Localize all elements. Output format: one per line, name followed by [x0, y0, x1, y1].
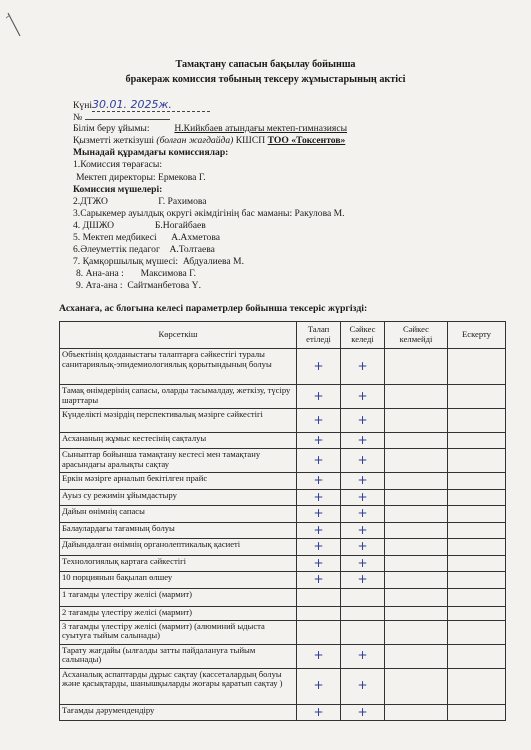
required-mark: + — [297, 385, 341, 409]
number-row — [73, 110, 170, 123]
member-item: 6.Әлеуметтік педагог А.Толтаева — [73, 244, 215, 255]
member-item: 3.Сарыкемер ауылдық округі әкімдігінің бас маманы: Ракулова М. — [73, 208, 345, 219]
required-mark: + — [297, 644, 341, 668]
row-label: Технологиялық картаға сәйкестігі — [60, 555, 297, 571]
required-mark — [297, 620, 341, 644]
required-mark: + — [297, 473, 341, 489]
required-mark — [297, 606, 341, 620]
row-label: Асханалық аспаптарды дұрыс сақтау (кассеталардың болуы және қасықтарды, шанышқыларды жоғары қаратып сақтау ) — [60, 668, 297, 704]
doc-title-line2: бракераж комиссия тобының тексеру жұмыстарының актісі — [125, 74, 406, 85]
required-mark: + — [297, 668, 341, 704]
required-mark: + — [297, 704, 341, 720]
chair-heading: 1.Комиссия төрағасы: — [73, 159, 163, 170]
row-label: 1 тағамды үлестіру желісі (мармит) — [60, 588, 297, 606]
col-header: Көрсеткіш — [60, 322, 297, 349]
row-label: Еркін мәзірге арналып бекітілген прайс — [60, 473, 297, 489]
number-value-line — [85, 110, 170, 120]
member-item: 8. Ана-ана : Максимова Г. — [76, 268, 197, 279]
table-row — [60, 522, 506, 538]
date-value: 30.01. 2025ж. — [92, 98, 172, 111]
row-label: 10 порциянын бақылап өлшеу — [60, 572, 297, 588]
col-header: Талап етіледі — [297, 322, 341, 349]
provider-value-prefix: КШСП — [235, 135, 266, 146]
row-label: Дайындалған өнімнің органолептикалық қасиеті — [60, 539, 297, 555]
row-label: Асхананың жұмыс кестесінің сақталуы — [60, 433, 297, 449]
required-mark: + — [297, 433, 341, 449]
member-item: 7. Қамқоршылық мүшесі: Абдуалиева М. — [73, 256, 244, 267]
provider-note: (болған жағдайда) — [156, 135, 234, 146]
compliant-mark: + — [341, 644, 385, 668]
commission-heading: Мынадай құрамдағы комиссиялар: — [73, 147, 229, 158]
table-row — [60, 433, 506, 449]
table-row — [60, 704, 506, 720]
row-label: Тарату жағдайы (ылғалды затты пайдалануға тыйым салынады) — [60, 644, 297, 668]
org-label: Білім беру ұйымы: — [73, 123, 150, 134]
compliant-mark: + — [341, 539, 385, 555]
compliant-mark: + — [341, 555, 385, 571]
pen-stroke-mark — [4, 10, 32, 38]
compliant-mark: + — [341, 522, 385, 538]
table-row — [60, 620, 506, 644]
table-row — [60, 555, 506, 571]
table-row — [60, 588, 506, 606]
compliant-mark: + — [341, 489, 385, 505]
member-item: 2.ДТЖО Г. Рахимова — [73, 196, 207, 207]
table-row — [60, 449, 506, 473]
number-label: № — [73, 112, 83, 123]
table-row — [60, 572, 506, 588]
table-row — [60, 539, 506, 555]
required-mark: + — [297, 506, 341, 522]
compliant-mark: + — [341, 433, 385, 449]
provider-label: Қызметті жеткізуші — [73, 135, 154, 146]
org-value: Н.Кийкбаев атындағы мектеп-гимназиясы — [174, 123, 348, 134]
row-label: Күнделікті мәзірдің перспективалық мәзірге сәйкестігі — [60, 409, 297, 433]
table-row — [60, 644, 506, 668]
section-heading: Асханаға, ас блогына келесі параметрлер бойынша тексеріс жүргізді: — [59, 303, 368, 314]
row-label: Дайын өнімнің сапасы — [60, 506, 297, 522]
row-label: Балаулардағы тағамның болуы — [60, 522, 297, 538]
row-label: Ауыз су режимін ұйымдастыру — [60, 489, 297, 505]
member-item: 9. Ата-ана : Сайтманбетова Ү. — [76, 280, 201, 291]
row-label: Объектінің қолданыстағы талаптарға сәйкестігі туралы санитариялық-эпидемиологиялық қорытындының болуы — [60, 349, 297, 385]
compliant-mark: + — [341, 449, 385, 473]
required-mark: + — [297, 489, 341, 505]
table-row — [60, 606, 506, 620]
required-mark: + — [297, 572, 341, 588]
table-row — [60, 489, 506, 505]
member-item: 4. ДШЖО Б.Ногайбаев — [73, 220, 206, 231]
required-mark: + — [297, 409, 341, 433]
compliant-mark — [341, 588, 385, 606]
table-header-row — [60, 322, 506, 349]
compliant-mark: + — [341, 704, 385, 720]
table-row — [60, 506, 506, 522]
col-header: Ескерту — [448, 322, 506, 349]
member-item: 5. Мектеп медбикесі А.Ахметова — [73, 232, 221, 243]
chair-line: Мектеп директоры: Ермекова Г. — [76, 172, 206, 183]
row-label: 2 тағамды үлестіру желісі (мармит) — [60, 606, 297, 620]
table-row — [60, 473, 506, 489]
table-row — [60, 349, 506, 385]
compliant-mark — [341, 620, 385, 644]
required-mark: + — [297, 539, 341, 555]
org-row — [73, 123, 347, 134]
compliant-mark: + — [341, 349, 385, 385]
row-label: Тамақ өнімдерінің сапасы, оларды тасымалдау, жеткізу, түсіру шарттары — [60, 385, 297, 409]
table-row — [60, 385, 506, 409]
date-label: Күні — [73, 100, 92, 111]
row-label: Тағамды дәрумендендіру — [60, 704, 297, 720]
compliant-mark: + — [341, 506, 385, 522]
compliant-mark: + — [341, 473, 385, 489]
required-mark: + — [297, 555, 341, 571]
compliant-mark: + — [341, 385, 385, 409]
inspection-table — [59, 321, 506, 721]
table-row — [60, 668, 506, 704]
table-row — [60, 409, 506, 433]
compliant-mark — [341, 606, 385, 620]
compliant-mark: + — [341, 668, 385, 704]
compliant-mark: + — [341, 409, 385, 433]
row-label: Сыныптар бойынша тамақтану кестесі мен тамақтану арасындағы аралықты сақтау — [60, 449, 297, 473]
row-label: 3 тағамды үлестіру желісі (мармит) (алюминий ыдыста суытуға тыйым салынады) — [60, 620, 297, 644]
col-header: Сәйкес келеді — [341, 322, 385, 349]
compliant-mark: + — [341, 572, 385, 588]
required-mark: + — [297, 522, 341, 538]
required-mark: + — [297, 349, 341, 385]
required-mark — [297, 588, 341, 606]
provider-value: ТОО «Токсентов» — [267, 135, 346, 146]
required-mark: + — [297, 449, 341, 473]
col-header: Сәйкес келмейді — [385, 322, 448, 349]
doc-title-line1: Тамақтану сапасын бақылау бойынша — [175, 59, 356, 70]
provider-row — [73, 135, 345, 146]
members-heading: Комиссия мүшелері: — [73, 184, 163, 195]
